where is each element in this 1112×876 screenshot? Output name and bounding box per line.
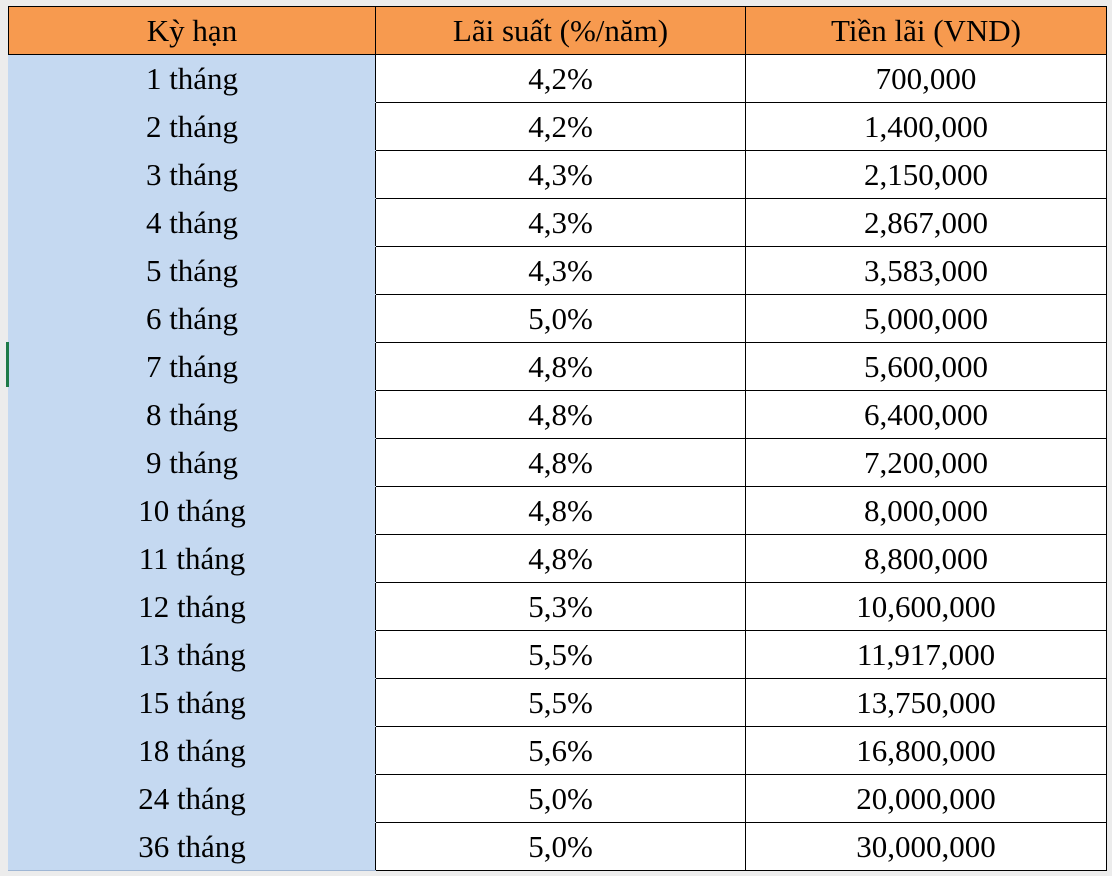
term-cell[interactable]: 7 tháng: [9, 343, 376, 391]
interest-cell[interactable]: 13,750,000: [746, 679, 1107, 727]
table-row: [9, 823, 1107, 871]
interest-cell[interactable]: 10,600,000: [746, 583, 1107, 631]
header-row: [9, 7, 1107, 55]
term-cell[interactable]: 36 tháng: [9, 823, 376, 871]
table-row: [9, 295, 1107, 343]
active-row-marker: [6, 342, 9, 387]
table-row: [9, 631, 1107, 679]
table-row: [9, 343, 1107, 391]
rate-cell[interactable]: 5,3%: [376, 583, 746, 631]
rate-cell[interactable]: 5,5%: [376, 631, 746, 679]
rate-cell[interactable]: 4,8%: [376, 391, 746, 439]
interest-cell[interactable]: 8,800,000: [746, 535, 1107, 583]
table-row: [9, 727, 1107, 775]
term-cell[interactable]: 2 tháng: [9, 103, 376, 151]
interest-cell[interactable]: 30,000,000: [746, 823, 1107, 871]
rate-cell[interactable]: 4,8%: [376, 343, 746, 391]
interest-cell[interactable]: 8,000,000: [746, 487, 1107, 535]
term-cell[interactable]: 15 tháng: [9, 679, 376, 727]
interest-cell[interactable]: 2,867,000: [746, 199, 1107, 247]
term-cell[interactable]: 1 tháng: [9, 55, 376, 103]
rate-cell[interactable]: 5,6%: [376, 727, 746, 775]
table-row: [9, 679, 1107, 727]
table-row: [9, 775, 1107, 823]
rate-cell[interactable]: 5,0%: [376, 775, 746, 823]
interest-cell[interactable]: 11,917,000: [746, 631, 1107, 679]
term-cell[interactable]: 8 tháng: [9, 391, 376, 439]
header-rate[interactable]: Lãi suất (%/năm): [376, 7, 746, 55]
rate-cell[interactable]: 4,8%: [376, 439, 746, 487]
term-cell[interactable]: 10 tháng: [9, 487, 376, 535]
interest-rate-table: [8, 6, 1107, 871]
term-cell[interactable]: 24 tháng: [9, 775, 376, 823]
table-row: [9, 55, 1107, 103]
rate-cell[interactable]: 4,8%: [376, 487, 746, 535]
term-cell[interactable]: 5 tháng: [9, 247, 376, 295]
interest-cell[interactable]: 1,400,000: [746, 103, 1107, 151]
interest-cell[interactable]: 6,400,000: [746, 391, 1107, 439]
table-row: [9, 199, 1107, 247]
interest-cell[interactable]: 5,000,000: [746, 295, 1107, 343]
table-body: [9, 55, 1107, 871]
table-row: [9, 151, 1107, 199]
term-cell[interactable]: 13 tháng: [9, 631, 376, 679]
interest-cell[interactable]: 5,600,000: [746, 343, 1107, 391]
term-cell[interactable]: 11 tháng: [9, 535, 376, 583]
term-cell[interactable]: 12 tháng: [9, 583, 376, 631]
interest-cell[interactable]: 7,200,000: [746, 439, 1107, 487]
rate-cell[interactable]: 5,0%: [376, 295, 746, 343]
interest-cell[interactable]: 16,800,000: [746, 727, 1107, 775]
interest-cell[interactable]: 20,000,000: [746, 775, 1107, 823]
rate-cell[interactable]: 4,2%: [376, 103, 746, 151]
interest-cell[interactable]: 700,000: [746, 55, 1107, 103]
table-row: [9, 583, 1107, 631]
rate-cell[interactable]: 4,3%: [376, 199, 746, 247]
term-cell[interactable]: 9 tháng: [9, 439, 376, 487]
rate-cell[interactable]: 4,3%: [376, 151, 746, 199]
term-cell[interactable]: 3 tháng: [9, 151, 376, 199]
table-row: [9, 391, 1107, 439]
table-row: [9, 535, 1107, 583]
table-row: [9, 247, 1107, 295]
table-row: [9, 439, 1107, 487]
table-row: [9, 103, 1107, 151]
term-cell[interactable]: 6 tháng: [9, 295, 376, 343]
rate-cell[interactable]: 5,0%: [376, 823, 746, 871]
header-interest[interactable]: Tiền lãi (VND): [746, 7, 1107, 55]
interest-cell[interactable]: 3,583,000: [746, 247, 1107, 295]
interest-cell[interactable]: 2,150,000: [746, 151, 1107, 199]
term-cell[interactable]: 18 tháng: [9, 727, 376, 775]
table-row: [9, 487, 1107, 535]
rate-cell[interactable]: 4,8%: [376, 535, 746, 583]
rate-cell[interactable]: 4,2%: [376, 55, 746, 103]
term-cell[interactable]: 4 tháng: [9, 199, 376, 247]
rate-cell[interactable]: 4,3%: [376, 247, 746, 295]
header-term[interactable]: Kỳ hạn: [9, 7, 376, 55]
rate-cell[interactable]: 5,5%: [376, 679, 746, 727]
